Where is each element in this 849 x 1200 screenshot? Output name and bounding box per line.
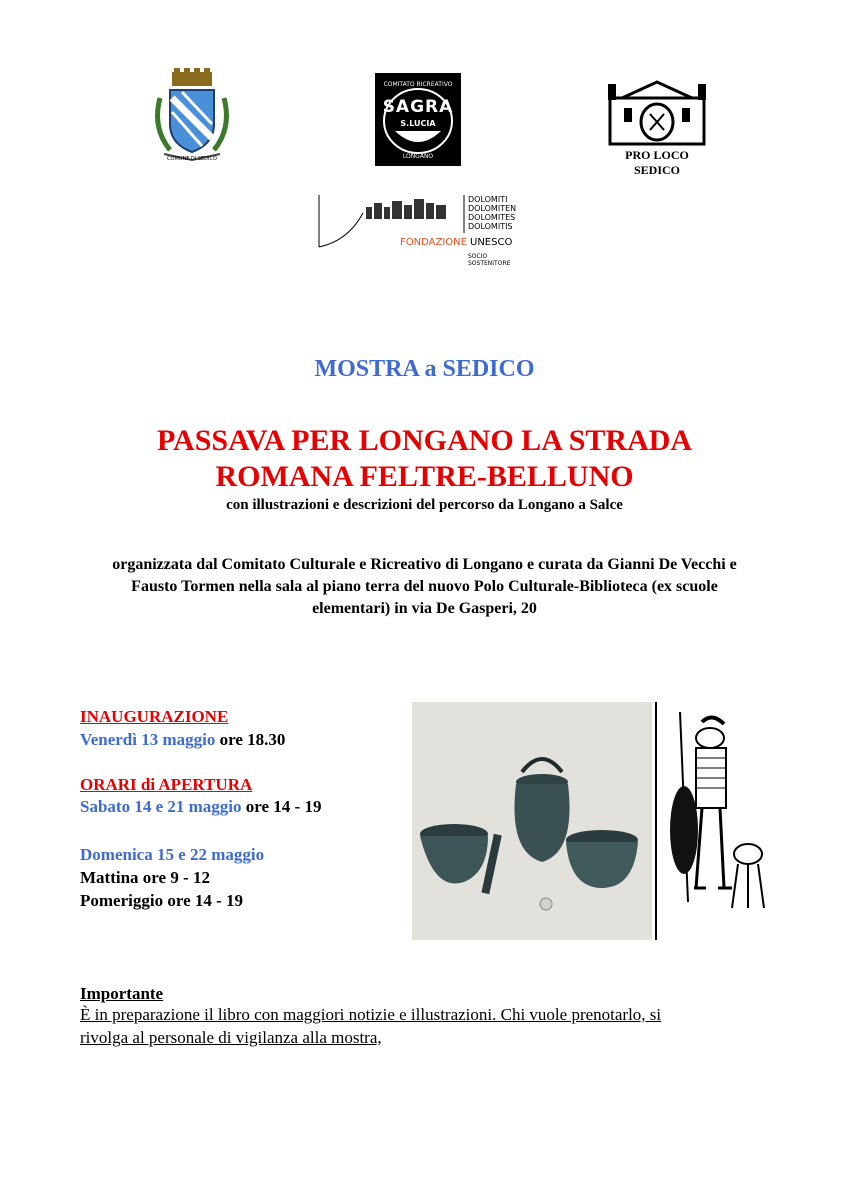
sagra-main-text: SAGRA bbox=[382, 97, 454, 117]
title-line-2: ROMANA FELTRE-BELLUNO bbox=[215, 460, 634, 493]
important-line-1: È in preparazione il libro con maggiori notizie e illustrazioni. Chi vuole prenotarlo, si bbox=[80, 1005, 662, 1024]
dolomiti-line-4: DOLOMITIS bbox=[468, 222, 513, 231]
exhibition-subtitle: MOSTRA a SEDICO bbox=[314, 356, 535, 382]
sagra-bottom-text: LONGANO bbox=[402, 153, 434, 160]
sunday-morning: Mattina ore 9 - 12 bbox=[80, 868, 210, 887]
sostenitore-text: SOSTENITORE bbox=[468, 260, 511, 267]
title-line-1: PASSAVA PER LONGANO LA STRADA bbox=[156, 424, 693, 457]
important-line-2: rivolga al personale di vigilanza alla mostra, bbox=[80, 1028, 382, 1047]
dolomiti-line-2: DOLOMITEN bbox=[468, 204, 517, 213]
tagline: con illustrazioni e descrizioni del percorso da Longano a Salce bbox=[226, 497, 623, 513]
saturday-hours bbox=[80, 797, 321, 817]
socio-text: SOCIO bbox=[468, 253, 488, 260]
sagra-top-text: COMITATO RICREATIVO bbox=[383, 81, 453, 88]
dolomiti-line-3: DOLOMITES bbox=[468, 213, 516, 222]
comune-coat-of-arms-logo bbox=[150, 68, 234, 166]
proloco-text: PRO LOCO SEDICO bbox=[625, 148, 689, 177]
saturday-time: ore 14 - 19 bbox=[241, 797, 322, 816]
inauguration-time: ore 18.30 bbox=[215, 730, 286, 749]
sagra-sub-text: S.LUCIA bbox=[400, 119, 436, 128]
inauguration-label: INAUGURAZIONE bbox=[80, 707, 229, 726]
inauguration-day: Venerdì 13 maggio bbox=[80, 730, 216, 749]
dolomiti-unesco-logo bbox=[318, 193, 528, 273]
description-line-2: Fausto Tormen nella sala al piano terra del nuovo Polo Culturale-Biblioteca (ex scuole bbox=[131, 578, 718, 595]
description-line-3: elementari) in via De Gasperi, 20 bbox=[312, 600, 537, 617]
inauguration-datetime bbox=[80, 730, 285, 750]
sunday-afternoon: Pomeriggio ore 14 - 19 bbox=[80, 891, 244, 910]
sunday-days: Domenica 15 e 22 maggio bbox=[80, 845, 265, 864]
fondazione-text: FONDAZIONE bbox=[400, 237, 467, 248]
opening-hours-label: ORARI di APERTURA bbox=[80, 775, 253, 794]
unesco-text: UNESCO bbox=[470, 237, 513, 248]
pro-loco-sedico-logo bbox=[602, 78, 712, 177]
comune-caption: COMUNE DI SEDICO bbox=[167, 156, 217, 162]
dolomiti-line-1: DOLOMITI bbox=[468, 195, 508, 204]
important-label: Importante bbox=[80, 984, 164, 1003]
saturday-days: Sabato 14 e 21 maggio bbox=[80, 797, 242, 816]
description-line-1: organizzata dal Comitato Culturale e Ricreativo di Longano e curata da Gianni De Vecchi e bbox=[112, 556, 737, 573]
sagra-santa-lucia-logo bbox=[375, 73, 461, 166]
roman-artifacts-photo bbox=[412, 702, 768, 940]
